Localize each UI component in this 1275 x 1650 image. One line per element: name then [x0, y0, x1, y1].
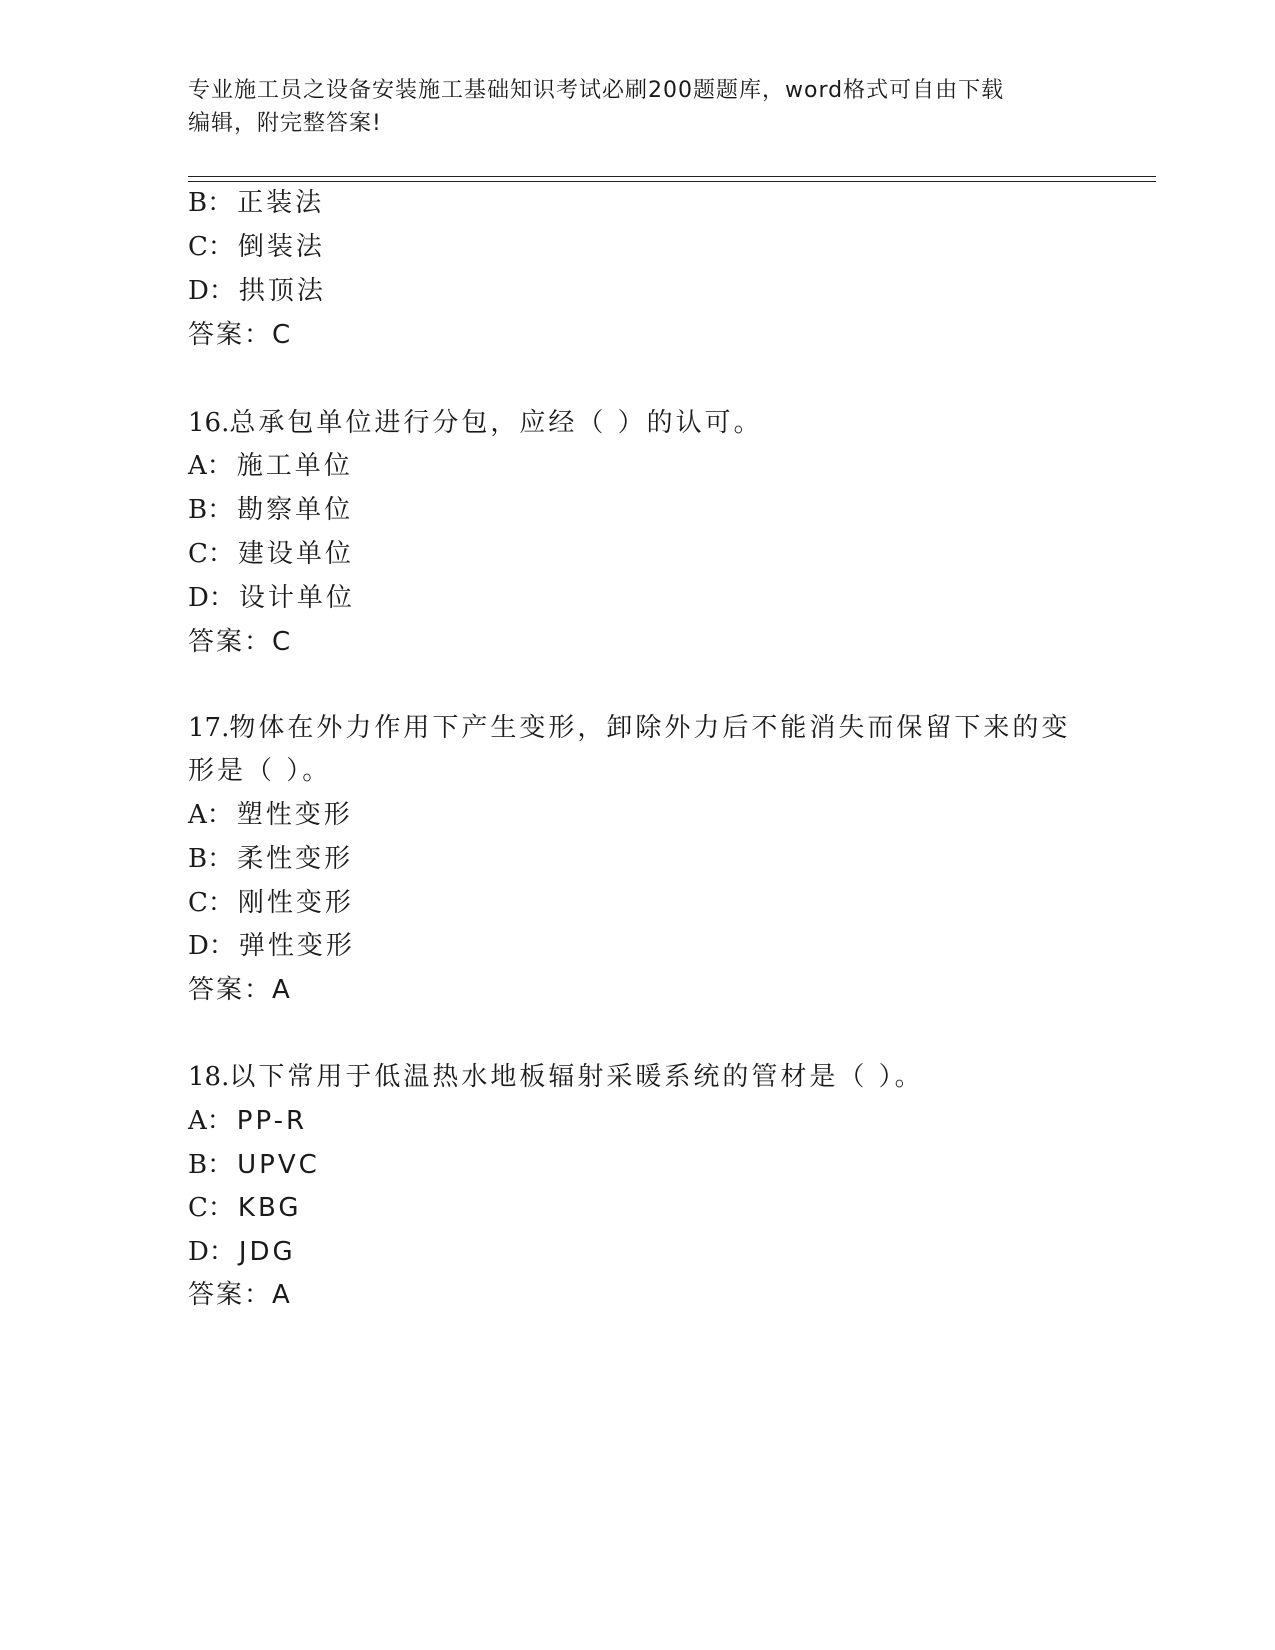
- header-divider-top: [188, 176, 1156, 177]
- q18-answer: 答案：A: [188, 1280, 292, 1310]
- q18-question: 18.以下常用于低温热水地板辐射采暖系统的管材是（ ）。: [188, 1062, 924, 1092]
- header-line-1: 专业施工员之设备安装施工基础知识考试必刷200题题库，word格式可自由下载: [188, 78, 1005, 103]
- q16-option-b: B： 勘察单位: [188, 495, 354, 525]
- q15-option-d: D： 拱顶法: [188, 276, 326, 306]
- q15-option-c: C： 倒装法: [188, 232, 325, 262]
- q16-question: 16.总承包单位进行分包，应经（ ）的认可。: [188, 408, 763, 438]
- header-divider-bottom: [188, 181, 1156, 182]
- q17-option-a: A： 塑性变形: [188, 800, 353, 830]
- q17-answer: 答案：A: [188, 975, 292, 1005]
- q17-question-line-1: 17.物体在外力作用下产生变形，卸除外力后不能消失而保留下来的变: [188, 713, 1071, 743]
- q17-question-line-2: 形是（ ）。: [188, 756, 332, 786]
- q15-option-b: B： 正装法: [188, 188, 325, 218]
- q17-option-d: D： 弹性变形: [188, 931, 355, 961]
- q18-option-a: A： PP-R: [188, 1106, 308, 1136]
- q18-option-d: D： JDG: [188, 1237, 296, 1267]
- q16-option-c: C： 建设单位: [188, 539, 354, 569]
- q16-option-d: D： 设计单位: [188, 583, 355, 613]
- q18-option-c: C： KBG: [188, 1193, 302, 1223]
- q17-option-c: C： 刚性变形: [188, 888, 354, 918]
- q16-option-a: A： 施工单位: [188, 451, 353, 481]
- q15-answer: 答案：C: [188, 320, 293, 350]
- header-line-2: 编辑，附完整答案!: [188, 111, 382, 136]
- document-header: [188, 74, 1088, 140]
- q16-answer: 答案：C: [188, 627, 293, 657]
- q17-option-b: B： 柔性变形: [188, 844, 354, 874]
- q18-option-b: B： UPVC: [188, 1150, 320, 1180]
